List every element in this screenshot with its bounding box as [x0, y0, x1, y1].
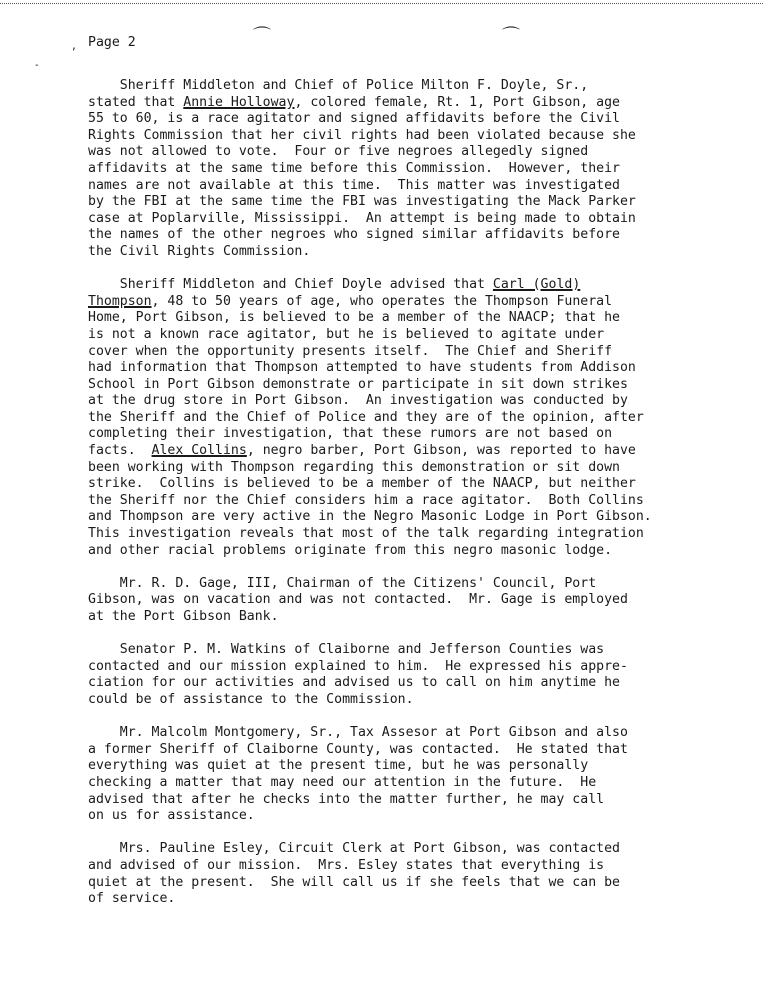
text-run: 55 to 60, is a race agitator and signed affidavits before the Civil: [88, 111, 620, 127]
text-run: cover when the opportunity presents itself. The Chief and Sheriff: [88, 343, 613, 359]
text-line: [88, 310, 758, 327]
text-line: [88, 128, 758, 145]
text-line: [88, 775, 758, 792]
text-line: [88, 393, 758, 410]
text-run: and advised of our mission. Mrs. Esley states that everything is: [88, 857, 605, 873]
text-run: by the FBI at the same time the FBI was investigating the Mack Parker: [88, 194, 636, 210]
text-line: [88, 576, 758, 593]
text-run: is not a known race agitator, but he is believed to agitate under: [88, 326, 605, 342]
text-run: Sheriff Middleton and Chief Doyle advised that: [88, 277, 493, 293]
text-run: at the drug store in Port Gibson. An investigation was conducted by: [88, 393, 628, 409]
text-line: [88, 476, 758, 493]
text-line: [88, 377, 758, 394]
text-run: This investigation reveals that most of the talk regarding integration: [88, 526, 644, 542]
margin-tick: -: [35, 60, 39, 71]
page-number: Page 2: [88, 35, 136, 50]
underlined-name: Alex Collins: [151, 443, 247, 459]
text-line: [88, 277, 758, 294]
text-run: contacted and our mission explained to him. He expressed his appre-: [88, 658, 628, 674]
paragraph: [88, 78, 758, 261]
text-run: names are not available at this time. This matter was investigated: [88, 177, 620, 193]
text-run: the Civil Rights Commission.: [88, 243, 311, 259]
text-run: the Sheriff and the Chief of Police and they are of the opinion, after: [88, 409, 644, 425]
text-run: at the Port Gibson Bank.: [88, 609, 279, 624]
text-run: Mr. R. D. Gage, III, Chairman of the Citizens' Council, Port: [88, 575, 597, 591]
text-line: [88, 659, 758, 676]
text-run: was not allowed to vote. Four or five negroes allegedly signed: [88, 144, 589, 160]
text-line: [88, 692, 758, 709]
text-run: the Sheriff nor the Chief considers him a race agitator. Both Collins: [88, 492, 644, 508]
text-line: [88, 111, 758, 128]
text-run: completing their investigation, that these rumors are not based on: [88, 426, 613, 442]
paragraph: [88, 725, 758, 825]
text-run: quiet at the present. She will call us if she feels that we can be: [88, 874, 620, 890]
text-line: [88, 526, 758, 543]
top-border-rule: [0, 3, 763, 4]
text-line: [88, 78, 758, 95]
text-line: [88, 891, 758, 908]
text-run: Gibson, was on vacation and was not contacted. Mr. Gage is employed: [88, 592, 628, 608]
text-run: ciation for our activities and advised us to call on him anytime he: [88, 675, 620, 691]
underlined-name: Annie Holloway: [183, 94, 295, 110]
text-run: advised that after he checks into the matter further, he may call: [88, 791, 605, 807]
text-run: checking a matter that may need our attention in the future. He: [88, 774, 597, 790]
handwritten-mark-right: ⌒: [502, 26, 520, 47]
text-line: [88, 144, 758, 161]
document-body: [88, 78, 758, 924]
text-line: [88, 858, 758, 875]
paragraph: [88, 642, 758, 708]
margin-mark: ,: [72, 38, 76, 52]
text-run: Mrs. Pauline Esley, Circuit Clerk at Port Gibson, was contacted: [88, 841, 620, 857]
text-line: [88, 493, 758, 510]
text-line: [88, 161, 758, 178]
text-line: [88, 509, 758, 526]
text-run: Senator P. M. Watkins of Claiborne and Jefferson Counties was: [88, 642, 605, 658]
text-line: [88, 758, 758, 775]
text-run: on us for assistance.: [88, 808, 255, 824]
text-line: [88, 443, 758, 460]
text-line: [88, 609, 758, 626]
underlined-name: Carl (Gold): [492, 277, 581, 293]
text-line: [88, 460, 758, 477]
text-line: [88, 410, 758, 427]
text-run: strike. Collins is believed to be a member of the NAACP, but neither: [88, 476, 636, 492]
text-line: [88, 194, 758, 211]
text-run: and other racial problems originate from this negro masonic lodge.: [88, 542, 613, 558]
underlined-name: Thompson: [88, 293, 152, 309]
text-line: [88, 808, 758, 825]
text-line: [88, 294, 758, 311]
text-run: and Thompson are very active in the Negro Masonic Lodge in Port Gibson.: [88, 509, 652, 525]
text-line: [88, 592, 758, 609]
text-run: been working with Thompson regarding this demonstration or sit down: [88, 459, 620, 475]
text-line: [88, 360, 758, 377]
text-run: , negro barber, Port Gibson, was reported to have: [246, 443, 636, 459]
text-run: the names of the other negroes who signed similar affidavits before: [88, 227, 620, 243]
text-line: [88, 642, 758, 659]
text-line: [88, 675, 758, 692]
text-line: [88, 95, 758, 112]
text-run: Mr. Malcolm Montgomery, Sr., Tax Assesor at Port Gibson and also: [88, 725, 628, 741]
text-line: [88, 244, 758, 261]
text-line: [88, 725, 758, 742]
text-line: [88, 841, 758, 858]
paragraph: [88, 277, 758, 559]
text-run: a former Sheriff of Claiborne County, was contacted. He stated that: [88, 741, 628, 757]
text-line: [88, 875, 758, 892]
paragraph: [88, 841, 758, 907]
text-run: School in Port Gibson demonstrate or participate in sit down strikes: [88, 376, 628, 392]
text-run: Home, Port Gibson, is believed to be a member of the NAACP; that he: [88, 310, 620, 326]
text-line: [88, 211, 758, 228]
text-run: affidavits at the same time before this Commission. However, their: [88, 160, 620, 176]
handwritten-mark-left: ⌒: [253, 26, 271, 47]
text-run: could be of assistance to the Commission.: [88, 691, 414, 707]
text-line: [88, 426, 758, 443]
text-line: [88, 742, 758, 759]
text-run: , colored female, Rt. 1, Port Gibson, age: [294, 94, 620, 110]
text-run: Rights Commission that her civil rights had been violated because she: [88, 127, 636, 143]
text-run: facts.: [88, 443, 152, 459]
text-line: [88, 543, 758, 560]
text-line: [88, 178, 758, 195]
text-run: Sheriff Middleton and Chief of Police Milton F. Doyle, Sr.,: [88, 78, 589, 93]
text-run: of service.: [88, 891, 176, 907]
text-line: [88, 344, 758, 361]
text-line: [88, 227, 758, 244]
text-run: had information that Thompson attempted to have students from Addison: [88, 360, 636, 376]
text-line: [88, 327, 758, 344]
paragraph: [88, 576, 758, 626]
text-run: , 48 to 50 years of age, who operates the Thompson Funeral: [151, 293, 613, 309]
text-run: case at Poplarville, Mississippi. An attempt is being made to obtain: [88, 210, 636, 226]
text-run: stated that: [88, 94, 184, 110]
text-line: [88, 792, 758, 809]
text-run: everything was quiet at the present time, but he was personally: [88, 758, 589, 774]
